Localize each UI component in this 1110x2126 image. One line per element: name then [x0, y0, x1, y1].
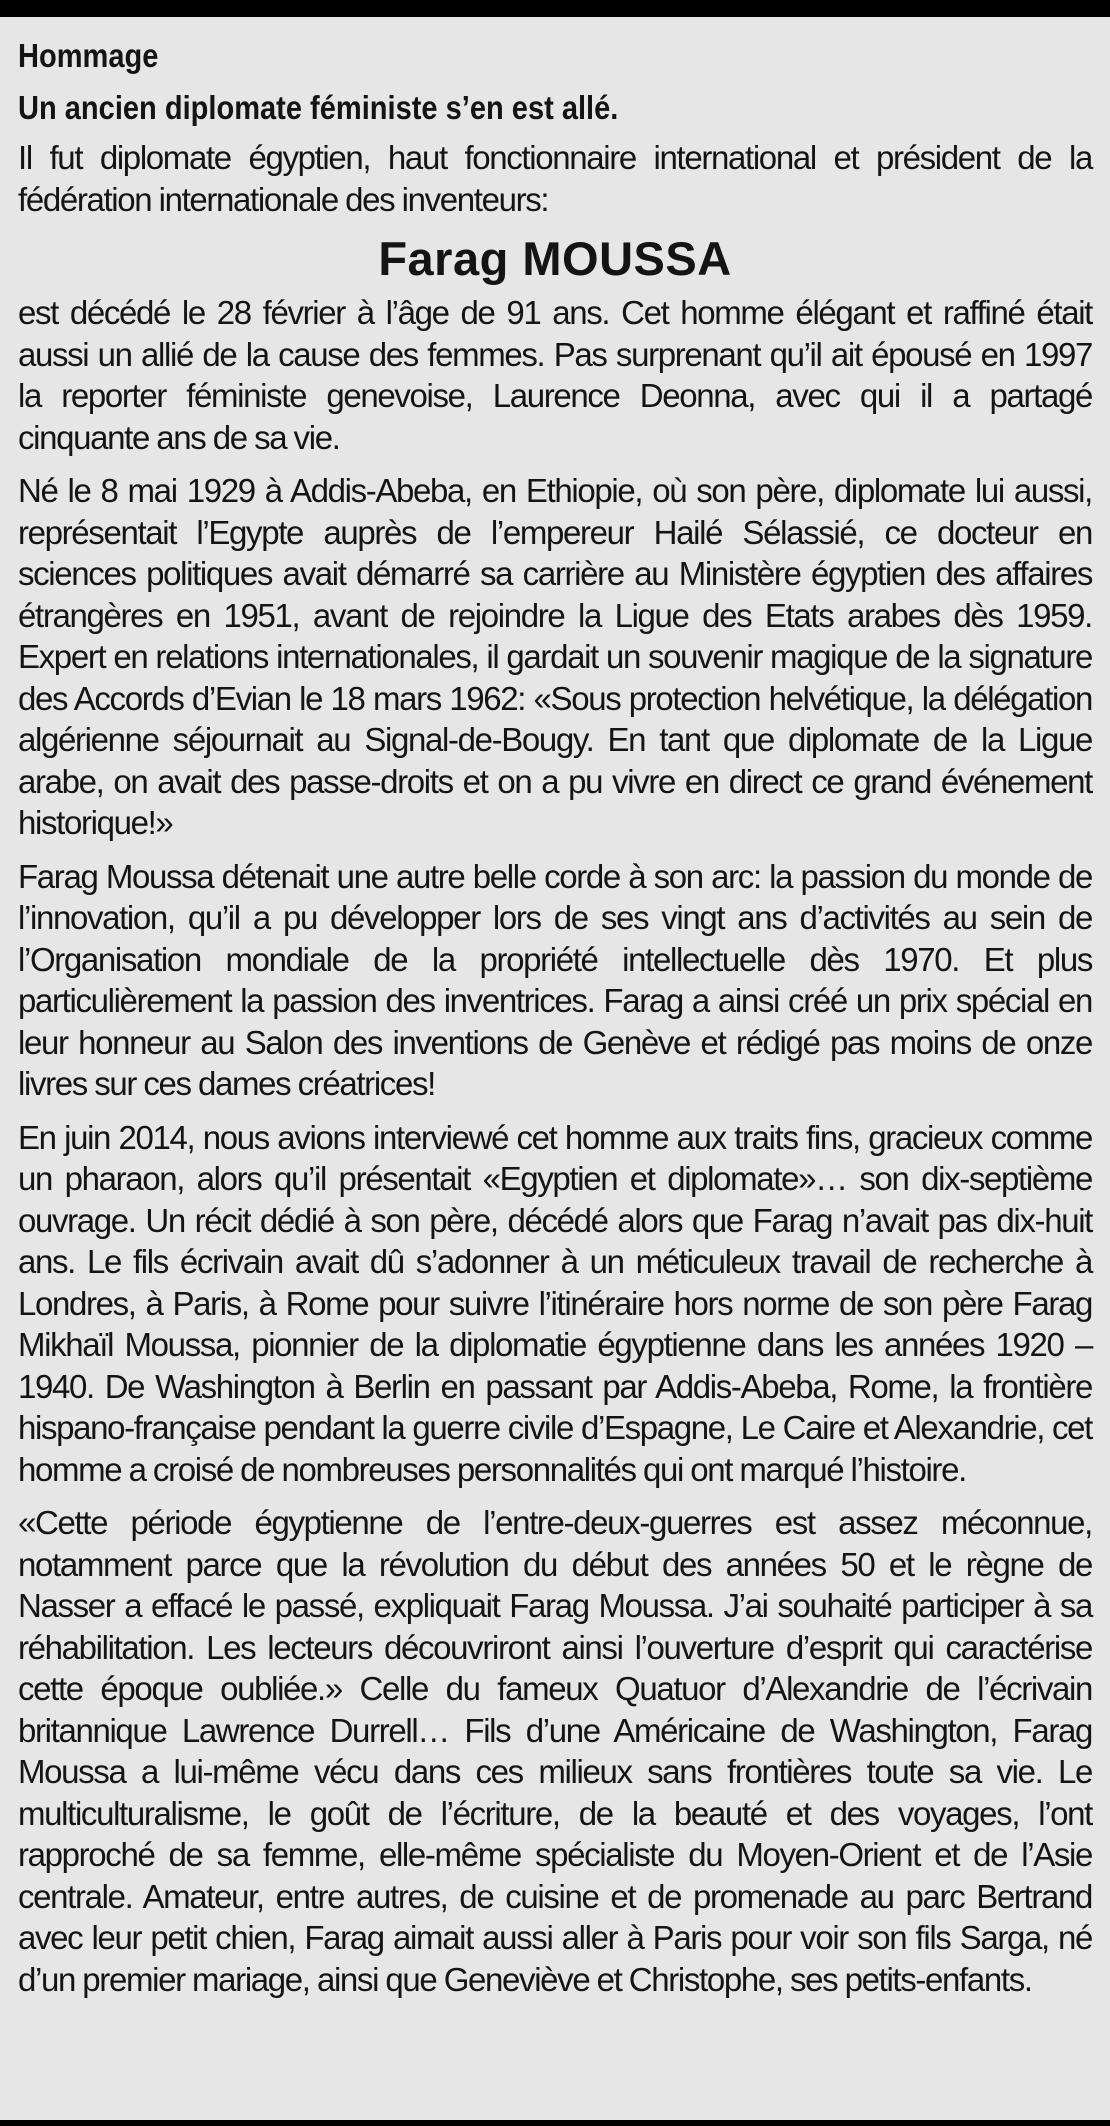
- headline: Un ancien diplomate féministe s’en est allé.: [18, 89, 619, 126]
- rubric-label: Hommage: [18, 37, 159, 74]
- intro-paragraph: Il fut diplomate égyptien, haut fonctionnaire international et président de la fédération internationale des inventeurs:: [18, 139, 1092, 218]
- paragraph-2: Né le 8 mai 1929 à Addis-Abeba, en Ethiopie, où son père, diplomate lui aussi, représentait l’Egypte auprès de l’empereur Hailé Sélassié, ce docteur en sciences politiques avait démarré sa carrière au Ministère égyptien des affaires étrangères en 1951, avant de rejoindre la Ligue des Etats arabes dès 1959. Expert en relations internationales, il gardait un souvenir magique de la signature des Accords d’Evian le 18 mars 1962: «Sous protection helvétique, la délégation algérienne séjournait au Signal-de-Bougy. En tant que diplomate de la Ligue arabe, on avait des passe-droits et on a pu vivre en direct ce grand événement historique!»: [18, 472, 1092, 841]
- paragraph-1: est décédé le 28 février à l’âge de 91 ans. Cet homme élégant et raffiné était aussi un allié de la cause des femmes. Pas surprenant qu’il ait épousé en 1997 la reporter féministe genevoise, Laurence Deonna, avec qui il a partagé cinquante ans de sa vie.: [18, 294, 1092, 456]
- article-page: [0, 17, 1110, 2120]
- person-name: Farag MOUSSA: [378, 232, 732, 285]
- paragraph-3: Farag Moussa détenait une autre belle corde à son arc: la passion du monde de l’innovation, qu’il a pu développer lors de ses vingt ans d’activités au sein de l’Organisation mondiale de la propriété intellectuelle dès 1970. Et plus particulièrement la passion des inventrices. Farag a ainsi créé un prix spécial en leur honneur au Salon des inventions de Genève et rédigé pas moins de onze livres sur ces dames créatrices!: [18, 857, 1092, 1102]
- paragraph-5: «Cette période égyptienne de l’entre-deux-guerres est assez méconnue, notamment parce que la révolution du début des années 50 et le règne de Nasser a effacé le passé, expliquait Farag Moussa. J’ai souhaité participer à sa réhabilitation. Les lecteurs découvriront ainsi l’ouverture d’esprit qui caractérise cette époque oubliée.» Celle du fameux Quatuor d’Alexandrie de l’écrivain britannique Lawrence Durrell… Fils d’une Américaine de Washington, Farag Moussa a lui-même vécu dans ces milieux sans frontières toute sa vie. Le multiculturalisme, le goût de l’écriture, de la beauté et des voyages, l’ont rapproché de sa femme, elle-même spécialiste du Moyen-Orient et de l’Asie centrale. Amateur, entre autres, de cuisine et de promenade au parc Bertrand avec leur petit chien, Farag aimait aussi aller à Paris pour voir son fils Sarga, né d’un premier mariage, ainsi que Geneviève et Christophe, ses petits-enfants.: [18, 1504, 1092, 1998]
- paragraph-4: En juin 2014, nous avions interviewé cet homme aux traits fins, gracieux comme un pharaon, alors qu’il présentait «Egyptien et diplomate»… son dix-septième ouvrage. Un récit dédié à son père, décédé alors que Farag n’avait pas dix-huit ans. Le fils écrivain avait dû s’adonner à un méticuleux travail de recherche à Londres, à Paris, à Rome pour suivre l’itinéraire hors norme de son père Farag Mikhaïl Moussa, pionnier de la diplomatie égyptienne dans les années 1920 – 1940. De Washington à Berlin en passant par Addis-Abeba, Rome, la frontière hispano-française pendant la guerre civile d’Espagne, Le Caire et Alexandrie, cet homme a croisé de nombreuses personnalités qui ont marqué l’histoire.: [18, 1118, 1092, 1488]
